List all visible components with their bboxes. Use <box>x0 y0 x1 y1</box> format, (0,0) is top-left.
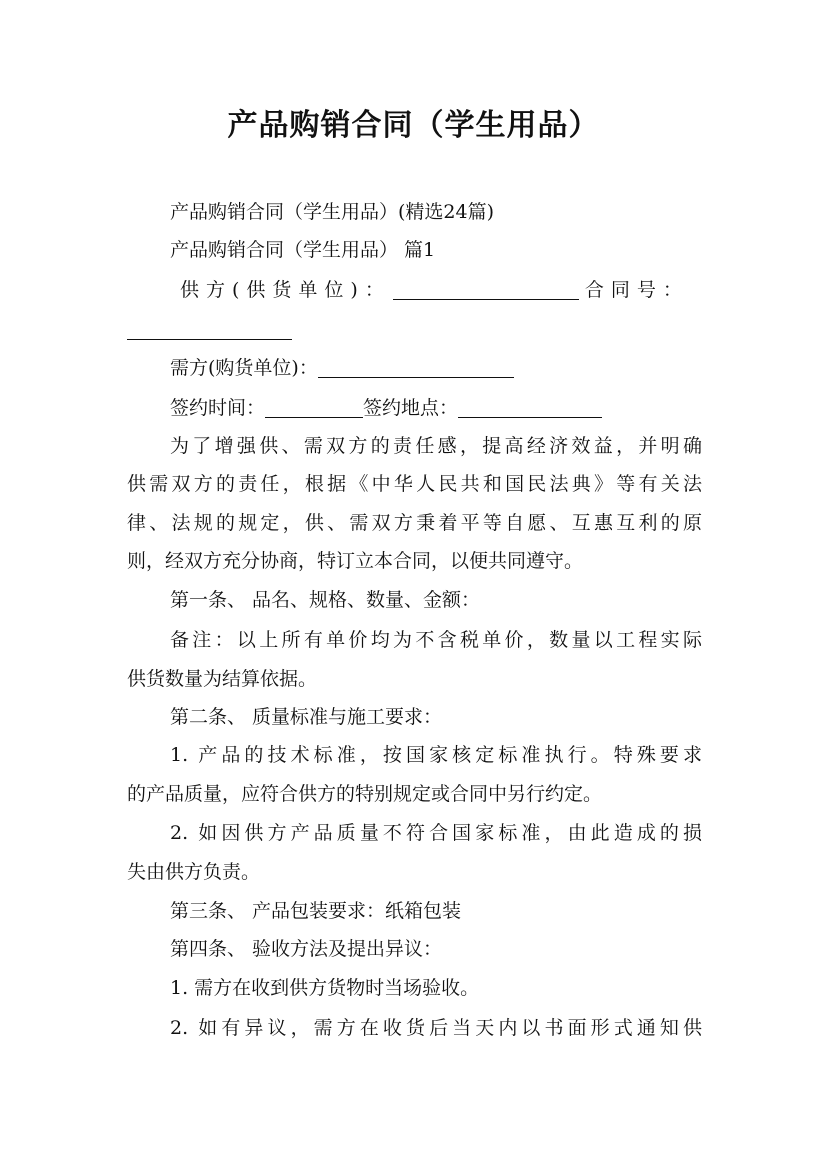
contract-no-line <box>127 310 702 350</box>
supplier-line <box>180 270 712 310</box>
subtitle-line: 产品购销合同（学生用品）(精选24篇) <box>170 201 495 223</box>
sign-line <box>170 388 702 428</box>
article-1-heading: 第一条、 品名、规格、数量、金额： <box>170 589 481 611</box>
supplier-blank <box>393 279 579 300</box>
intro-line: 则，经双方充分协商，特订立本合同，以便共同遵守。 <box>127 550 584 572</box>
sign-place-label: 签约地点： <box>363 397 459 419</box>
section-heading: 产品购销合同（学生用品） 篇1 <box>170 239 436 261</box>
article-4-heading: 第四条、 验收方法及提出异议： <box>170 938 443 960</box>
sign-time-label: 签约时间： <box>170 397 266 419</box>
contract-no-label: 合同号： <box>584 279 689 301</box>
supplier-label: 供方(供货单位)： <box>180 279 391 301</box>
article-2-item-2: 失由供方负责。 <box>127 861 261 883</box>
intro-line: 为了增强供、需双方的责任感，提高经济效益，并明确 <box>170 435 702 457</box>
note-line: 备注：以上所有单价均为不含税单价，数量以工程实际 <box>170 629 702 651</box>
document-title: 产品购销合同（学生用品） <box>227 108 600 143</box>
article-4-item-1: 1. 需方在收到供方货物时当场验收。 <box>170 977 480 999</box>
intro-line: 律、法规的规定，供、需双方秉着平等自愿、互惠互利的原 <box>127 512 702 534</box>
buyer-label: 需方(购货单位)： <box>170 357 318 379</box>
sign-place-blank <box>458 397 602 418</box>
article-2-item-1: 1. 产品的技术标准，按国家核定标准执行。特殊要求 <box>170 744 702 766</box>
intro-line: 供需双方的责任，根据《中华人民共和国民法典》等有关法 <box>127 473 702 495</box>
sign-time-blank <box>265 397 363 418</box>
buyer-blank <box>318 357 514 378</box>
article-2-item-2: 2. 如因供方产品质量不符合国家标准，由此造成的损 <box>170 822 702 844</box>
article-3-heading: 第三条、 产品包装要求：纸箱包装 <box>170 900 462 922</box>
article-4-item-2: 2. 如有异议，需方在收货后当天内以书面形式通知供 <box>170 1017 702 1039</box>
note-line: 供货数量为结算依据。 <box>127 668 318 690</box>
buyer-line <box>170 348 702 388</box>
article-2-item-1: 的产品质量，应符合供方的特别规定或合同中另行约定。 <box>127 783 603 805</box>
contract-no-blank <box>127 319 292 340</box>
article-2-heading: 第二条、 质量标准与施工要求： <box>170 706 443 728</box>
